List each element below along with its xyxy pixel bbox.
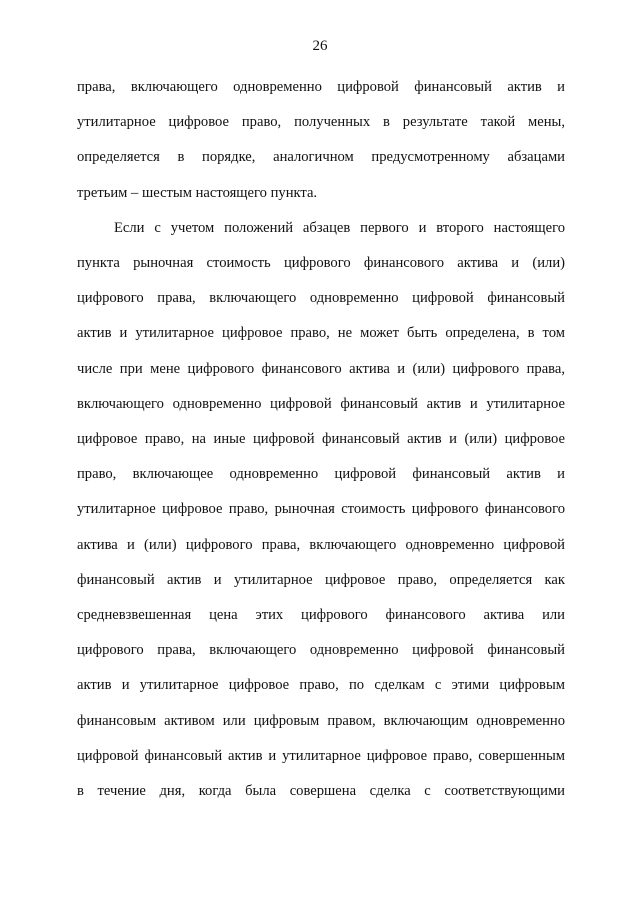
paragraph-market-value — [77, 211, 565, 809]
text-line: Если с учетом положений абзацев первого и второго настоящего — [114, 219, 565, 236]
text-line: утилитарное цифровое право, рыночная стоимость цифрового финансового — [77, 501, 565, 518]
text-line: средневзвешенная цена этих цифрового финансового актива или — [77, 607, 565, 624]
text-line: права, включающего одновременно цифровой финансовый актив и — [77, 79, 565, 95]
text-line: цифровой финансовый актив и утилитарное цифровое право, совершенным — [77, 747, 565, 764]
text-line: цифрового права, включающего одновременно цифровой финансовый — [77, 290, 565, 307]
text-line: актив и утилитарное цифровое право, не может быть определена, в том — [77, 325, 565, 342]
text-line: актива и (или) цифрового права, включающего одновременно цифровой — [77, 536, 565, 553]
text-line: пункта рыночная стоимость цифрового финансового актива и (или) — [77, 255, 565, 272]
text-line: цифровое право, на иные цифровой финансовый актив и (или) цифровое — [77, 431, 565, 448]
text-line: в течение дня, когда была совершена сделка с соответствующими — [77, 783, 565, 800]
text-line: финансовый актив и утилитарное цифровое право, определяется как — [77, 571, 565, 588]
text-line: финансовым активом или цифровым правом, включающим одновременно — [77, 712, 565, 729]
text-line: числе при мене цифрового финансового актива и (или) цифрового права, — [77, 360, 565, 377]
paragraph-continuation — [77, 70, 565, 211]
text-line: право, включающее одновременно цифровой финансовый актив и — [77, 466, 565, 483]
page-number: 26 — [312, 38, 328, 54]
text-line: утилитарное цифровое право, полученных в результате такой мены, — [77, 114, 565, 131]
text-line: цифрового права, включающего одновременно цифровой финансовый — [77, 642, 565, 659]
text-line: включающего одновременно цифровой финансовый актив и утилитарное — [77, 395, 565, 412]
text-line: третьим – шестым настоящего пункта. — [77, 184, 318, 201]
body-text — [77, 70, 565, 809]
text-line: актив и утилитарное цифровое право, по сделкам с этими цифровым — [77, 677, 565, 694]
text-line: определяется в порядке, аналогичном предусмотренному абзацами — [77, 149, 565, 166]
